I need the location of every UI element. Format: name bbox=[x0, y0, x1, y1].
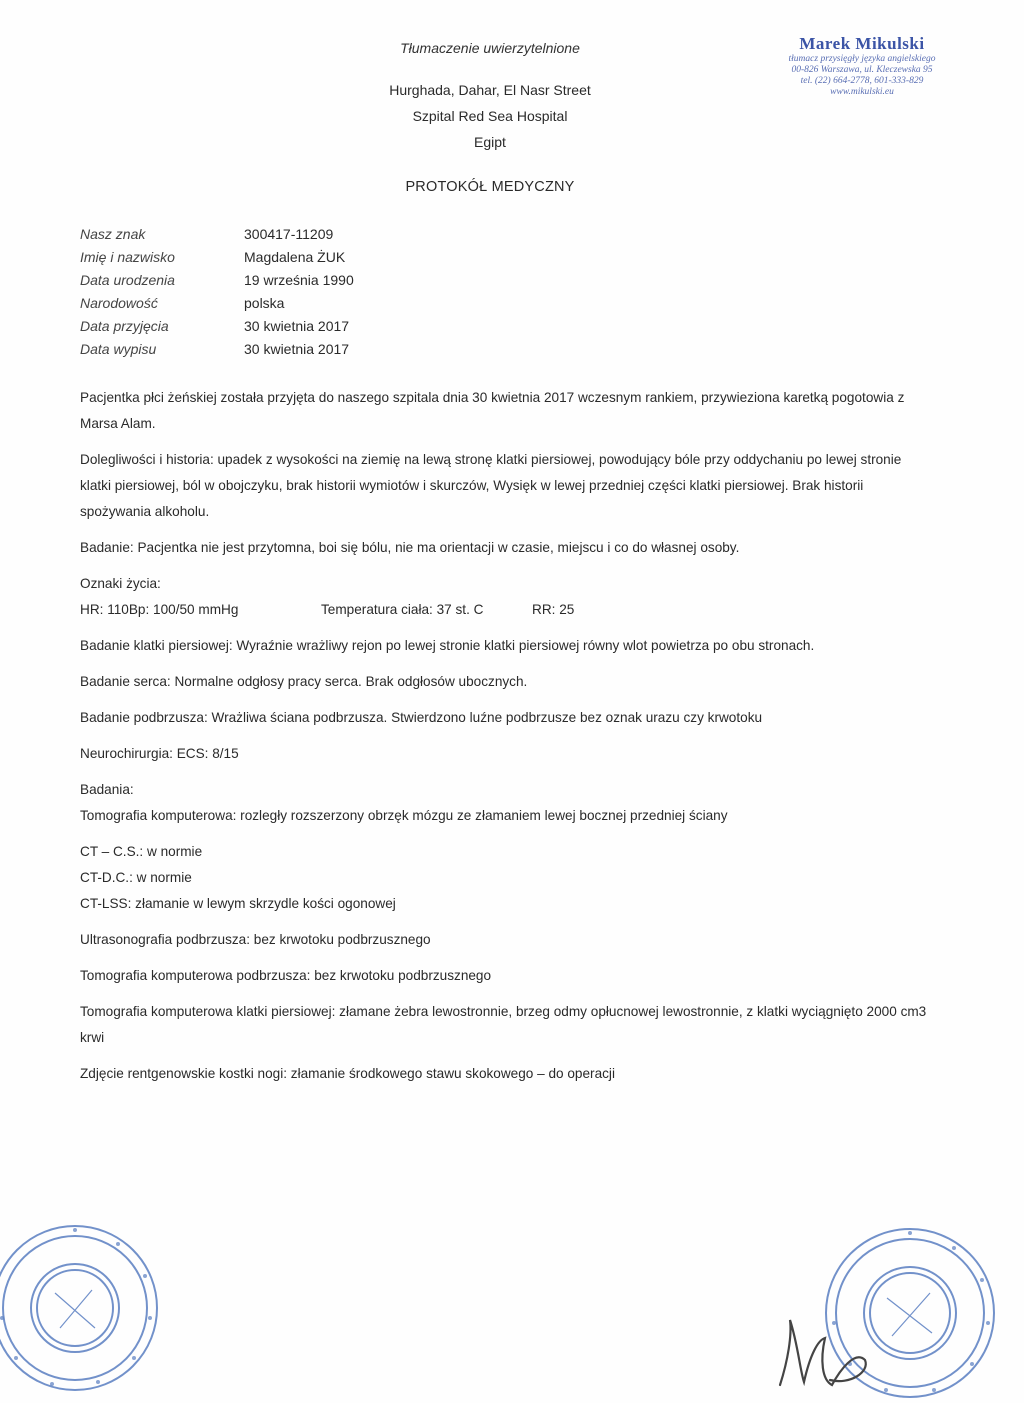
usg-paragraph: Ultrasonografia podbrzusza: bez krwotoku podbrzusznego bbox=[80, 932, 431, 947]
translator-stamp bbox=[738, 34, 986, 98]
field-value: 300417-11209 bbox=[244, 225, 334, 242]
vitals-temperature: Temperatura ciała: 37 st. C bbox=[321, 602, 484, 617]
ct-chest-paragraph: Tomografia komputerowa klatki piersiowej: złamane żebra lewostronnie, brzeg odmy opłucnowej lewostronnie, z klatki wyciągnięto 2000 cm3 krwi bbox=[80, 1004, 927, 1045]
hospital-address: Hurghada, Dahar, El Nasr Street bbox=[389, 82, 591, 98]
document-header bbox=[300, 40, 680, 155]
tests-heading: Badania: bbox=[80, 782, 134, 797]
field-label: Data wypisu bbox=[80, 340, 157, 357]
field-value: 19 września 1990 bbox=[244, 271, 354, 288]
vitals-heading: Oznaki życia: bbox=[80, 576, 161, 591]
field-value: 30 kwietnia 2017 bbox=[244, 317, 350, 334]
field-label: Nasz znak bbox=[80, 225, 146, 242]
signature bbox=[770, 1300, 880, 1400]
patient-info-table bbox=[80, 222, 354, 360]
hospital-country: Egipt bbox=[474, 134, 506, 150]
heart-exam-paragraph: Badanie serca: Normalne odgłosy pracy serca. Brak odgłosów ubocznych. bbox=[80, 674, 528, 689]
hospital-seal-left bbox=[0, 1218, 190, 1403]
translator-address: 00-826 Warszawa, ul. Kleczewska 95 bbox=[791, 65, 933, 75]
translator-phone: tel. (22) 664-2778, 601-333-829 bbox=[800, 76, 924, 86]
document-title: PROTOKÓŁ MEDYCZNY bbox=[405, 179, 575, 195]
ct-brain-paragraph: Tomografia komputerowa: rozległy rozszerzony obrzęk mózgu ze złamaniem lewej bocznej przedniej ściany bbox=[80, 808, 728, 823]
intro-paragraph: Pacjentka płci żeńskiej została przyjęta do naszego szpitala dnia 30 kwietnia 2017 wczesnym rankiem, przywieziona karetką pogotowia z Marsa Alam. bbox=[80, 390, 905, 431]
field-label: Narodowość bbox=[80, 294, 158, 311]
field-row-birthdate bbox=[80, 268, 354, 291]
xray-paragraph: Zdjęcie rentgenowskie kostki nogi: złamanie środkowego stawu skokowego – do operacji bbox=[80, 1066, 615, 1081]
medical-report-body bbox=[80, 385, 930, 1097]
translator-website: www.mikulski.eu bbox=[830, 87, 894, 97]
ct-cs-line: CT – C.S.: w normie bbox=[80, 844, 203, 859]
translator-title: tłumacz przysięgły języka angielskiego bbox=[788, 54, 936, 64]
vitals-rr: RR: 25 bbox=[532, 602, 575, 617]
complaints-paragraph: Dolegliwości i historia: upadek z wysokości na ziemię na lewą stronę klatki piersiowej, powodujący bóle przy oddychaniu po lewej stronie klatki piersiowej, ból w obojczyku, brak historii wymiotów i skurczów, Wysięk w lewej przedniej części klatki piersiowej. Brak historii spożywania alkoholu. bbox=[80, 452, 902, 519]
ct-abdomen-paragraph: Tomografia komputerowa podbrzusza: bez krwotoku podbrzusznego bbox=[80, 968, 492, 983]
hospital-name: Szpital Red Sea Hospital bbox=[412, 108, 568, 124]
field-label: Imię i nazwisko bbox=[80, 248, 175, 265]
field-value: Magdalena ŻUK bbox=[244, 248, 346, 265]
field-value: 30 kwietnia 2017 bbox=[244, 340, 350, 357]
vitals-row bbox=[80, 597, 930, 623]
field-row-admission bbox=[80, 314, 354, 337]
field-row-nationality bbox=[80, 291, 354, 314]
field-label: Data przyjęcia bbox=[80, 317, 169, 334]
vitals-hr-bp: HR: 110Bp: 100/50 mmHg bbox=[80, 602, 239, 617]
exam-paragraph: Badanie: Pacjentka nie jest przytomna, boi się bólu, nie ma orientacji w czasie, miejscu i co do własnej osoby. bbox=[80, 540, 740, 555]
translator-name: Marek Mikulski bbox=[799, 34, 925, 53]
abdomen-exam-paragraph: Badanie podbrzusza: Wrażliwa ściana podbrzusza. Stwierdzono luźne podbrzusze bez oznak urazu czy krwotoku bbox=[80, 710, 763, 725]
neurosurgery-paragraph: Neurochirurgia: ECS: 8/15 bbox=[80, 746, 239, 761]
field-row-reference bbox=[80, 222, 354, 245]
field-label: Data urodzenia bbox=[80, 271, 175, 288]
ct-lss-line: CT-LSS: złamanie w lewym skrzydle kości ogonowej bbox=[80, 896, 396, 911]
field-row-name bbox=[80, 245, 354, 268]
field-value: polska bbox=[244, 294, 285, 311]
chest-exam-paragraph: Badanie klatki piersiowej: Wyraźnie wrażliwy rejon po lewej stronie klatki piersiowej równy wlot powietrza po obu stronach. bbox=[80, 638, 815, 653]
ct-dc-line: CT-D.C.: w normie bbox=[80, 870, 192, 885]
certified-translation-note: Tłumaczenie uwierzytelnione bbox=[400, 40, 580, 56]
field-row-discharge bbox=[80, 337, 354, 360]
